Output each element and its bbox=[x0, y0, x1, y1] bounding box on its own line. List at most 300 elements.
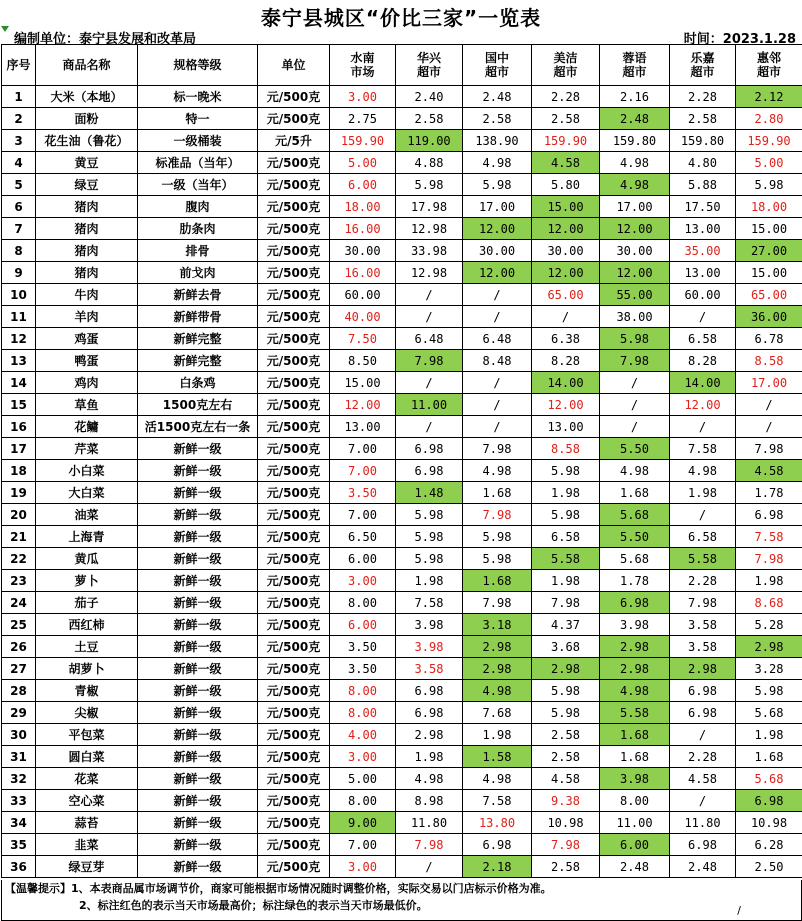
price-cell: 3.50 bbox=[330, 658, 396, 680]
price-cell: 2.48 bbox=[600, 856, 670, 878]
row-index: 14 bbox=[2, 372, 36, 394]
price-cell: 159.80 bbox=[600, 130, 670, 152]
price-cell: 7.50 bbox=[330, 328, 396, 350]
price-cell: 1.78 bbox=[736, 482, 802, 504]
product-name: 花生油（鲁花） bbox=[36, 130, 138, 152]
price-cell: 1.68 bbox=[600, 746, 670, 768]
product-name: 猪肉 bbox=[36, 262, 138, 284]
row-index: 27 bbox=[2, 658, 36, 680]
price-cell: 12.98 bbox=[396, 262, 463, 284]
price-cell: 2.80 bbox=[736, 108, 802, 130]
row-index: 28 bbox=[2, 680, 36, 702]
price-cell: 12.98 bbox=[396, 218, 463, 240]
product-spec: 新鲜一级 bbox=[138, 658, 258, 680]
price-cell: 3.00 bbox=[330, 746, 396, 768]
price-cell: 6.48 bbox=[463, 328, 532, 350]
corner-triangle-icon bbox=[1, 26, 9, 32]
product-spec: 新鲜一级 bbox=[138, 768, 258, 790]
price-cell: 3.98 bbox=[600, 768, 670, 790]
table-row bbox=[2, 460, 802, 482]
table-row bbox=[2, 394, 802, 416]
price-cell: 7.98 bbox=[396, 834, 463, 856]
row-index: 20 bbox=[2, 504, 36, 526]
price-table bbox=[1, 44, 802, 878]
price-cell: 5.98 bbox=[600, 328, 670, 350]
price-cell: 6.98 bbox=[396, 438, 463, 460]
product-unit: 元/500克 bbox=[258, 526, 330, 548]
price-cell: 7.00 bbox=[330, 834, 396, 856]
price-cell: 1.98 bbox=[736, 570, 802, 592]
product-spec: 新鲜完整 bbox=[138, 350, 258, 372]
product-spec: 腹肉 bbox=[138, 196, 258, 218]
price-cell: 30.00 bbox=[463, 240, 532, 262]
price-cell: 40.00 bbox=[330, 306, 396, 328]
product-name: 鸡肉 bbox=[36, 372, 138, 394]
header-market: 乐嘉 超市 bbox=[670, 45, 736, 86]
product-name: 大米（本地） bbox=[36, 86, 138, 108]
table-row bbox=[2, 834, 802, 856]
price-cell: / bbox=[736, 416, 802, 438]
price-cell: 2.28 bbox=[532, 86, 600, 108]
price-cell: 1.68 bbox=[463, 570, 532, 592]
price-cell: 3.28 bbox=[736, 658, 802, 680]
product-spec: 新鲜一级 bbox=[138, 438, 258, 460]
row-index: 2 bbox=[2, 108, 36, 130]
product-unit: 元/500克 bbox=[258, 504, 330, 526]
price-cell: 7.00 bbox=[330, 460, 396, 482]
price-cell: 2.48 bbox=[670, 856, 736, 878]
product-spec: 新鲜一级 bbox=[138, 834, 258, 856]
price-cell: 7.98 bbox=[736, 438, 802, 460]
price-cell: 1.98 bbox=[532, 482, 600, 504]
price-cell: 36.00 bbox=[736, 306, 802, 328]
product-name: 青椒 bbox=[36, 680, 138, 702]
product-unit: 元/500克 bbox=[258, 372, 330, 394]
price-cell: / bbox=[670, 306, 736, 328]
product-unit: 元/500克 bbox=[258, 350, 330, 372]
price-cell: 5.98 bbox=[396, 526, 463, 548]
price-cell: 2.28 bbox=[670, 86, 736, 108]
product-spec: 新鲜一级 bbox=[138, 460, 258, 482]
product-spec: 活1500克左右一条 bbox=[138, 416, 258, 438]
price-cell: 159.90 bbox=[330, 130, 396, 152]
product-name: 黄豆 bbox=[36, 152, 138, 174]
price-cell: 8.68 bbox=[736, 592, 802, 614]
price-cell: / bbox=[396, 306, 463, 328]
price-cell: 3.18 bbox=[463, 614, 532, 636]
price-cell: 65.00 bbox=[736, 284, 802, 306]
table-row bbox=[2, 262, 802, 284]
product-unit: 元/500克 bbox=[258, 570, 330, 592]
price-cell: 4.58 bbox=[736, 460, 802, 482]
price-cell: 5.50 bbox=[600, 526, 670, 548]
price-cell: 4.98 bbox=[463, 680, 532, 702]
row-index: 22 bbox=[2, 548, 36, 570]
table-row bbox=[2, 636, 802, 658]
price-cell: 16.00 bbox=[330, 262, 396, 284]
product-name: 土豆 bbox=[36, 636, 138, 658]
price-cell: 5.68 bbox=[736, 768, 802, 790]
price-cell: 2.98 bbox=[600, 636, 670, 658]
product-name: 花菜 bbox=[36, 768, 138, 790]
row-index: 3 bbox=[2, 130, 36, 152]
price-cell: 13.00 bbox=[670, 262, 736, 284]
price-cell: 8.58 bbox=[532, 438, 600, 460]
table-row bbox=[2, 812, 802, 834]
row-index: 21 bbox=[2, 526, 36, 548]
price-cell: 10.98 bbox=[532, 812, 600, 834]
price-cell: 6.58 bbox=[532, 526, 600, 548]
product-spec: 一级桶装 bbox=[138, 130, 258, 152]
product-name: 芹菜 bbox=[36, 438, 138, 460]
price-cell: 18.00 bbox=[330, 196, 396, 218]
price-cell: 5.68 bbox=[736, 702, 802, 724]
price-cell: 2.98 bbox=[463, 636, 532, 658]
price-cell: 3.00 bbox=[330, 86, 396, 108]
price-cell: 11.80 bbox=[396, 812, 463, 834]
price-cell: 4.00 bbox=[330, 724, 396, 746]
price-cell: 2.48 bbox=[463, 86, 532, 108]
product-name: 猪肉 bbox=[36, 196, 138, 218]
price-cell: 5.80 bbox=[532, 174, 600, 196]
price-cell: 5.98 bbox=[736, 174, 802, 196]
price-cell: 18.00 bbox=[736, 196, 802, 218]
product-unit: 元/500克 bbox=[258, 746, 330, 768]
price-cell: 8.28 bbox=[532, 350, 600, 372]
price-cell: 5.88 bbox=[670, 174, 736, 196]
product-spec: 新鲜带骨 bbox=[138, 306, 258, 328]
header-market: 美洁 超市 bbox=[532, 45, 600, 86]
price-cell: / bbox=[670, 504, 736, 526]
product-unit: 元/500克 bbox=[258, 416, 330, 438]
product-unit: 元/500克 bbox=[258, 284, 330, 306]
price-cell: / bbox=[463, 394, 532, 416]
price-cell: 8.58 bbox=[736, 350, 802, 372]
price-cell: 5.50 bbox=[600, 438, 670, 460]
product-unit: 元/500克 bbox=[258, 856, 330, 878]
table-row bbox=[2, 548, 802, 570]
price-cell: 7.98 bbox=[532, 834, 600, 856]
row-index: 33 bbox=[2, 790, 36, 812]
price-cell: 5.98 bbox=[532, 460, 600, 482]
price-cell: 2.28 bbox=[670, 570, 736, 592]
price-cell: 4.98 bbox=[463, 460, 532, 482]
table-row bbox=[2, 702, 802, 724]
price-cell: 12.00 bbox=[600, 262, 670, 284]
product-unit: 元/500克 bbox=[258, 394, 330, 416]
price-cell: 6.00 bbox=[330, 614, 396, 636]
price-cell: 2.58 bbox=[532, 746, 600, 768]
row-index: 5 bbox=[2, 174, 36, 196]
price-cell: 14.00 bbox=[670, 372, 736, 394]
row-index: 11 bbox=[2, 306, 36, 328]
price-cell: 2.75 bbox=[330, 108, 396, 130]
row-index: 13 bbox=[2, 350, 36, 372]
price-cell: 11.80 bbox=[670, 812, 736, 834]
price-cell: 1.98 bbox=[396, 570, 463, 592]
product-spec: 新鲜一级 bbox=[138, 724, 258, 746]
price-cell: 7.98 bbox=[532, 592, 600, 614]
price-cell: 15.00 bbox=[736, 262, 802, 284]
price-cell: 12.00 bbox=[330, 394, 396, 416]
product-spec: 标一晚米 bbox=[138, 86, 258, 108]
table-body bbox=[2, 86, 802, 878]
price-cell: / bbox=[600, 394, 670, 416]
price-cell: 3.58 bbox=[670, 614, 736, 636]
price-cell: / bbox=[670, 416, 736, 438]
price-cell: 12.00 bbox=[670, 394, 736, 416]
price-cell: 35.00 bbox=[670, 240, 736, 262]
row-index: 34 bbox=[2, 812, 36, 834]
price-cell: 6.58 bbox=[670, 328, 736, 350]
product-name: 大白菜 bbox=[36, 482, 138, 504]
row-index: 12 bbox=[2, 328, 36, 350]
header-spec: 规格等级 bbox=[138, 45, 258, 86]
price-cell: / bbox=[600, 372, 670, 394]
product-unit: 元/500克 bbox=[258, 636, 330, 658]
row-index: 1 bbox=[2, 86, 36, 108]
price-cell: 6.00 bbox=[330, 174, 396, 196]
table-row bbox=[2, 152, 802, 174]
price-cell: 5.98 bbox=[532, 680, 600, 702]
price-cell: 1.68 bbox=[600, 724, 670, 746]
row-index: 8 bbox=[2, 240, 36, 262]
price-cell: 7.98 bbox=[600, 350, 670, 372]
price-cell: / bbox=[463, 306, 532, 328]
price-cell: 5.68 bbox=[600, 548, 670, 570]
price-cell: 17.00 bbox=[600, 196, 670, 218]
price-cell: 5.58 bbox=[670, 548, 736, 570]
price-cell: 2.98 bbox=[396, 724, 463, 746]
price-cell: 12.00 bbox=[463, 218, 532, 240]
table-row bbox=[2, 856, 802, 878]
price-cell: 8.00 bbox=[330, 790, 396, 812]
product-name: 黄瓜 bbox=[36, 548, 138, 570]
header-market: 水南 市场 bbox=[330, 45, 396, 86]
price-cell: 5.98 bbox=[463, 526, 532, 548]
product-name: 平包菜 bbox=[36, 724, 138, 746]
header-market: 蓉语 超市 bbox=[600, 45, 670, 86]
price-cell: 8.50 bbox=[330, 350, 396, 372]
price-cell: 2.98 bbox=[670, 658, 736, 680]
price-cell: 7.98 bbox=[736, 548, 802, 570]
price-cell: 4.98 bbox=[600, 152, 670, 174]
price-cell: 17.00 bbox=[463, 196, 532, 218]
table-row bbox=[2, 218, 802, 240]
product-name: 圆白菜 bbox=[36, 746, 138, 768]
date-line: 时间：2023.1.28 bbox=[683, 32, 796, 47]
row-index: 31 bbox=[2, 746, 36, 768]
product-unit: 元/500克 bbox=[258, 460, 330, 482]
price-cell: 8.00 bbox=[330, 702, 396, 724]
price-cell: 7.98 bbox=[463, 592, 532, 614]
price-cell: 13.80 bbox=[463, 812, 532, 834]
price-cell: 3.58 bbox=[396, 658, 463, 680]
price-cell: 2.58 bbox=[532, 856, 600, 878]
price-cell: 7.58 bbox=[396, 592, 463, 614]
price-cell: 2.58 bbox=[532, 108, 600, 130]
price-cell: 2.40 bbox=[396, 86, 463, 108]
row-index: 18 bbox=[2, 460, 36, 482]
table-row bbox=[2, 790, 802, 812]
product-name: 油菜 bbox=[36, 504, 138, 526]
product-unit: 元/500克 bbox=[258, 548, 330, 570]
table-row bbox=[2, 284, 802, 306]
price-cell: 3.58 bbox=[670, 636, 736, 658]
price-cell: 1.68 bbox=[736, 746, 802, 768]
price-cell: 6.98 bbox=[736, 504, 802, 526]
table-row bbox=[2, 130, 802, 152]
product-unit: 元/500克 bbox=[258, 174, 330, 196]
price-cell: 17.00 bbox=[736, 372, 802, 394]
product-spec: 新鲜一级 bbox=[138, 526, 258, 548]
row-index: 9 bbox=[2, 262, 36, 284]
price-cell: 11.00 bbox=[600, 812, 670, 834]
price-cell: 1.98 bbox=[532, 570, 600, 592]
table-row bbox=[2, 658, 802, 680]
price-cell: 65.00 bbox=[532, 284, 600, 306]
price-cell: 12.00 bbox=[532, 218, 600, 240]
table-row bbox=[2, 614, 802, 636]
row-index: 30 bbox=[2, 724, 36, 746]
row-index: 35 bbox=[2, 834, 36, 856]
price-cell: 15.00 bbox=[330, 372, 396, 394]
price-cell: 3.00 bbox=[330, 570, 396, 592]
price-cell: 6.50 bbox=[330, 526, 396, 548]
price-cell: 12.00 bbox=[532, 262, 600, 284]
price-cell: 1.68 bbox=[463, 482, 532, 504]
row-index: 15 bbox=[2, 394, 36, 416]
product-unit: 元/500克 bbox=[258, 812, 330, 834]
price-cell: 6.98 bbox=[670, 702, 736, 724]
notes-box bbox=[1, 880, 802, 921]
product-unit: 元/500克 bbox=[258, 482, 330, 504]
table-row bbox=[2, 108, 802, 130]
table-row bbox=[2, 196, 802, 218]
product-unit: 元/500克 bbox=[258, 592, 330, 614]
table-row bbox=[2, 306, 802, 328]
table-row bbox=[2, 86, 802, 108]
note-line-2: 2、标注红色的表示当天市场最高价；标注绿色的表示当天市场最低价。 bbox=[79, 899, 428, 912]
price-cell: 159.90 bbox=[736, 130, 802, 152]
price-cell: 3.68 bbox=[532, 636, 600, 658]
price-cell: 4.98 bbox=[670, 460, 736, 482]
product-spec: 1500克左右 bbox=[138, 394, 258, 416]
row-index: 4 bbox=[2, 152, 36, 174]
product-spec: 新鲜一级 bbox=[138, 680, 258, 702]
row-index: 19 bbox=[2, 482, 36, 504]
price-cell: 4.58 bbox=[532, 768, 600, 790]
price-cell: 6.78 bbox=[736, 328, 802, 350]
table-row bbox=[2, 504, 802, 526]
price-cell: / bbox=[670, 724, 736, 746]
price-cell: 2.58 bbox=[532, 724, 600, 746]
price-cell: 30.00 bbox=[532, 240, 600, 262]
product-spec: 前戈肉 bbox=[138, 262, 258, 284]
price-cell: 1.58 bbox=[463, 746, 532, 768]
price-cell: 5.00 bbox=[330, 768, 396, 790]
price-cell: / bbox=[463, 284, 532, 306]
table-row bbox=[2, 570, 802, 592]
row-index: 24 bbox=[2, 592, 36, 614]
price-cell: 4.98 bbox=[600, 460, 670, 482]
price-cell: 4.88 bbox=[396, 152, 463, 174]
row-index: 16 bbox=[2, 416, 36, 438]
org-line: 编制单位：泰宁县发展和改革局 bbox=[14, 32, 197, 47]
price-cell: / bbox=[600, 416, 670, 438]
product-unit: 元/500克 bbox=[258, 680, 330, 702]
product-unit: 元/500克 bbox=[258, 108, 330, 130]
price-cell: 7.58 bbox=[463, 790, 532, 812]
product-spec: 一级（当年） bbox=[138, 174, 258, 196]
header-market: 国中 超市 bbox=[463, 45, 532, 86]
price-cell: 3.50 bbox=[330, 482, 396, 504]
price-cell: 8.00 bbox=[330, 680, 396, 702]
price-cell: / bbox=[396, 372, 463, 394]
price-cell: 1.98 bbox=[463, 724, 532, 746]
price-cell: 5.28 bbox=[736, 614, 802, 636]
table-row bbox=[2, 592, 802, 614]
price-cell: 6.98 bbox=[670, 680, 736, 702]
price-cell: 2.50 bbox=[736, 856, 802, 878]
note-line-1: 【温馨提示】1、本表商品属市场调节价，商家可能根据市场情况随时调整价格，实际交易以门店标示价格为准。 bbox=[5, 882, 552, 895]
price-cell: 12.00 bbox=[600, 218, 670, 240]
price-cell: 5.58 bbox=[600, 702, 670, 724]
product-unit: 元/500克 bbox=[258, 702, 330, 724]
page-title: 泰宁县城区“价比三家”一览表 bbox=[260, 6, 542, 30]
price-cell: 6.98 bbox=[463, 834, 532, 856]
price-cell: 8.98 bbox=[396, 790, 463, 812]
price-cell: 3.98 bbox=[600, 614, 670, 636]
product-spec: 新鲜一级 bbox=[138, 636, 258, 658]
price-cell: 60.00 bbox=[330, 284, 396, 306]
price-cell: 5.58 bbox=[532, 548, 600, 570]
product-unit: 元/500克 bbox=[258, 328, 330, 350]
price-cell: 1.98 bbox=[670, 482, 736, 504]
product-unit: 元/500克 bbox=[258, 438, 330, 460]
price-cell: 4.98 bbox=[600, 174, 670, 196]
stray-mark: / bbox=[737, 904, 741, 917]
product-name: 草鱼 bbox=[36, 394, 138, 416]
product-spec: 新鲜去骨 bbox=[138, 284, 258, 306]
price-cell: 2.12 bbox=[736, 86, 802, 108]
price-cell: 8.28 bbox=[670, 350, 736, 372]
product-name: 胡萝卜 bbox=[36, 658, 138, 680]
price-cell: 11.00 bbox=[396, 394, 463, 416]
header-unit: 单位 bbox=[258, 45, 330, 86]
product-unit: 元/500克 bbox=[258, 196, 330, 218]
price-cell: 5.98 bbox=[736, 680, 802, 702]
product-unit: 元/500克 bbox=[258, 262, 330, 284]
product-spec: 肋条肉 bbox=[138, 218, 258, 240]
price-cell: / bbox=[463, 416, 532, 438]
price-cell: 17.98 bbox=[396, 196, 463, 218]
product-unit: 元/500克 bbox=[258, 614, 330, 636]
price-cell: 2.28 bbox=[670, 746, 736, 768]
price-cell: 4.98 bbox=[463, 152, 532, 174]
price-cell: 6.98 bbox=[396, 460, 463, 482]
price-cell: / bbox=[463, 372, 532, 394]
product-name: 牛肉 bbox=[36, 284, 138, 306]
header-name: 商品名称 bbox=[36, 45, 138, 86]
price-cell: 5.98 bbox=[396, 504, 463, 526]
product-unit: 元/500克 bbox=[258, 724, 330, 746]
table-header-row bbox=[2, 45, 802, 86]
price-cell: 7.98 bbox=[463, 504, 532, 526]
product-name: 尖椒 bbox=[36, 702, 138, 724]
price-cell: 6.00 bbox=[600, 834, 670, 856]
price-cell: 7.68 bbox=[463, 702, 532, 724]
